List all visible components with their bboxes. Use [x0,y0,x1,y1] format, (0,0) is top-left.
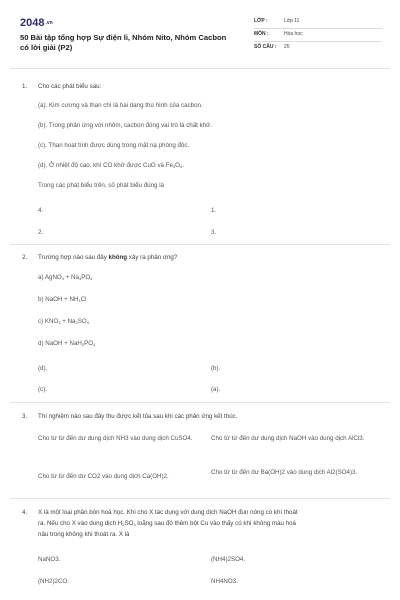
subscript: 3 [78,276,82,281]
subscript: 4 [78,298,81,303]
meta-value: Lớp 11 [284,18,300,24]
meta-row-class [254,16,382,29]
answer-option[interactable]: (b). [211,365,221,372]
meta-row-subject [254,29,382,42]
reaction-label: c) [38,318,45,325]
formula-end: . [182,162,184,169]
meta-label: SỐ CÂU : [254,44,277,50]
meta-value: Hóa học [284,31,303,37]
divider [10,402,390,403]
stem-text: xảy ra phản ứng? [127,254,178,261]
meta-label: LỚP : [254,18,268,24]
stem-text: SO [124,520,134,527]
formula-part: PO [81,274,91,281]
answer-option[interactable]: Cho từ từ đến dư dung dịch NaOH vào dung dịch AlCl3. [211,435,365,442]
formula-part: Cl [80,296,87,303]
subscript: 4 [93,342,96,347]
formula-part: SO [77,318,87,325]
formula-part: + Na [60,318,76,325]
question-stem: Thí nghiệm nào sau đây thu được kết tủa sau khi các phản ứng kết thúc. [38,413,238,420]
subscript: 3 [61,276,64,281]
document-title: 50 Bài tập tổng hợp Sự điện li, Nhóm Nito, Nhóm Cacbon có lời giải (P2) [20,33,227,52]
reaction-label: b) [38,296,46,303]
subscript: 2 [75,320,78,325]
formula-part: AgNO [44,274,62,281]
answer-option[interactable]: Cho từ từ đến dư CO2 vào dung dịch Ca(OH)2. [38,473,169,480]
answer-option[interactable]: (a). [211,386,221,393]
meta-row-count [254,42,382,55]
site-logo[interactable] [20,17,53,29]
question-number: 3. [22,413,28,420]
statement-d [38,161,378,171]
formula-part: O [175,162,180,169]
meta-value: 25 [284,44,290,50]
reaction-label: d) [38,340,46,347]
question-stem-line-3: nâu trong không khí thoát ra. X là [38,531,130,538]
question-number: 1. [22,83,28,90]
subscript: 4 [133,522,136,527]
reaction-label: a) [38,274,45,281]
answer-option[interactable]: 1. [211,207,217,214]
logo-main: 2048 [20,17,45,29]
answer-option[interactable]: 4. [38,207,44,214]
statement-d-text: (d). Ở nhiệt độ cao, khí CO khử được CuO và Fe [38,162,173,169]
subscript: 2 [81,342,85,347]
formula-part: NaOH + NH [45,296,79,303]
divider [10,244,390,245]
question-stem-line-2 [38,519,378,529]
question-number: 4. [22,509,28,516]
subscript: 4 [90,276,93,281]
answer-option[interactable]: NaNO3. [38,556,61,563]
answer-option[interactable]: (d). [38,365,48,372]
divider [10,68,390,69]
question-stem [38,253,378,263]
stem-text: Trường hợp nào sau đây [38,254,109,261]
logo-sub: .vn [45,20,53,27]
reaction-a [38,273,378,283]
question-number: 2. [22,254,28,261]
statement-b: (b). Trong phản ứng với nhôm, cacbon đóng vai trò là chất khử. [38,122,212,129]
divider [10,498,390,499]
subscript: 3 [172,164,176,169]
answer-option[interactable]: (NH2)2CO. [38,578,69,585]
question-stem: Cho các phát biểu sau: [38,83,102,90]
reaction-d [38,339,378,349]
subscript: 2 [122,522,125,527]
page-header [0,0,400,62]
stem-text: ra. Nếu cho X vào dung dịch H [38,520,123,527]
meta-table [254,16,382,55]
formula-part: + Na [63,274,79,281]
reaction-c [38,317,378,327]
statement-a: (a). Kim cương và than chì là hai dạng thù hình của cacbon. [38,102,203,109]
answer-option[interactable]: Cho từ từ đến dư Ba(OH)2 vào dung dịch Al2(SO4)3. [211,469,358,476]
subscript: 4 [179,164,183,169]
question-stem: X là một loại phân bón hoá học. Khi cho X tác dụng với dung dịch NaOH đun nóng có khí thoát [38,509,298,516]
formula-part: KNO [44,318,59,325]
answer-option[interactable]: (c). [38,386,47,393]
subscript: 3 [58,320,61,325]
stem-text: loãng sau đó thêm bột Cu vào thấy có khí không màu hoá [135,520,296,527]
statement-c: (c). Than hoạt tính được dùng trong mặt nạ phòng độc. [38,142,190,149]
answer-option[interactable]: 2. [38,229,44,236]
answer-option[interactable]: 3. [211,229,217,236]
formula-part: NaOH + NaH [45,340,82,347]
reaction-b [38,295,378,305]
question-prompt: Trong các phát biểu trên, số phát biểu đúng là [38,182,165,189]
answer-option[interactable]: Cho từ từ đến dư dung dịch NH3 vào dung dịch CuSO4. [38,435,193,442]
formula-part: PO [84,340,94,347]
answer-option[interactable]: (NH4)2SO4. [211,556,246,563]
subscript: 4 [86,320,89,325]
meta-label: MÔN : [254,31,269,37]
stem-emphasis: không [108,254,128,261]
answer-option[interactable]: NH4NO3. [211,578,238,585]
